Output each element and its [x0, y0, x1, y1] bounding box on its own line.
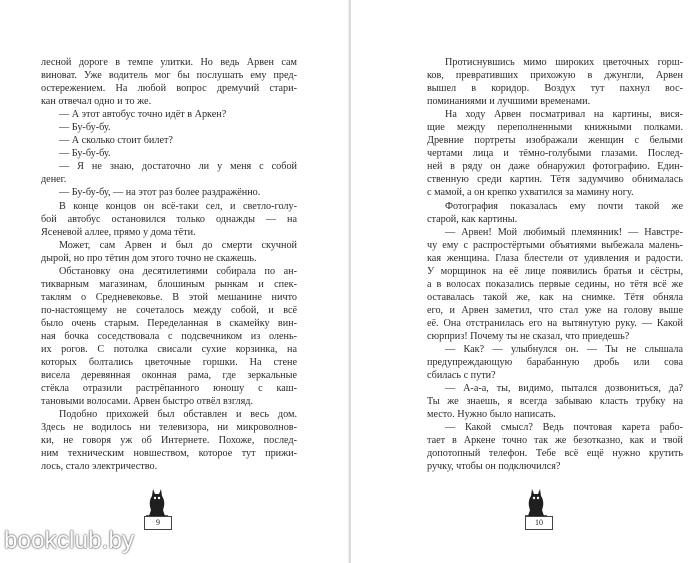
- text-line: чу ему с распростёртыми объятиями выбежала малень-: [427, 239, 683, 251]
- text-line: ручку, чтобы он подключился?: [427, 461, 561, 473]
- text-line: остережением. На любой вопрос дремучий стари-: [41, 83, 297, 95]
- text-line: кан отвечал одно и то же.: [41, 96, 152, 108]
- text-line: У морщинок на её лице появились братья и сёстры,: [427, 265, 683, 277]
- text-line: ки, не говоря уж об Интернете. Похоже, послед-: [41, 435, 297, 447]
- left-page-text: [41, 56, 297, 474]
- text-line: На ходу Арвен посматривал на картины, вися-: [445, 109, 683, 121]
- text-line: щие между переполненными книжными полками.: [427, 122, 683, 134]
- text-line: оставалась такой же, как на снимке. Тётя обняла: [427, 291, 683, 303]
- text-line: а в волосах показались первые седины, но тётя всё же: [427, 278, 683, 290]
- text-line: тикварным магазинам, блошиным рынкам и спек-: [41, 278, 297, 290]
- right-page-text: [427, 56, 683, 474]
- text-line: сюрприз! Почему ты не сказал, что приедешь?: [427, 330, 630, 342]
- text-line: Ты же знаешь, я всегда забываю класть трубку на: [427, 396, 683, 408]
- text-line: тановыми волосами. Арвен быстро отвёл взгляд.: [41, 396, 253, 408]
- text-line: — А-а-а, ты, видимо, пытался дозвониться, да?: [445, 383, 683, 395]
- text-line: Ясеневой аллее, прямо у дома тёти.: [41, 226, 196, 238]
- text-line: лесной дороге в темпе улитки. Но ведь Арвен сам: [41, 57, 297, 68]
- text-line: чертами лица и тёмно-голубыми глазами. Послед-: [427, 148, 683, 160]
- text-line: было очень старым. Переделанная в скамейку вин-: [41, 317, 297, 329]
- text-line: поминаниями и лучшими временами.: [427, 96, 591, 108]
- text-line: висела деревянная оконная рама, где зеркальные: [41, 370, 297, 382]
- right-page: [351, 0, 700, 563]
- left-page: [0, 0, 349, 563]
- text-line: таклям о Средневековье. В этой мешанине ничто: [41, 291, 297, 303]
- text-line: Древние портреты изображали женщин с белыми: [427, 135, 683, 147]
- text-line: виноват. Уже водитель мог бы послушать ему пред-: [41, 70, 297, 82]
- text-line: Протиснувшись мимо широких цветочных горш-: [445, 57, 683, 68]
- text-line: — Какой смысл? Ведь почтовая карета рабо-: [445, 422, 683, 434]
- text-line: ков, превративших прихожую в джунгли, Арвен: [427, 70, 683, 82]
- text-line: по-настоящему не сочеталось между собой, и всё: [41, 304, 297, 316]
- text-line: место. Нужно было написать.: [427, 409, 556, 421]
- text-line: — Бу-бу-бу.: [59, 148, 111, 160]
- text-line: В конце концов он всё-таки сел, и светло-голу-: [59, 200, 297, 212]
- page-number: 10: [525, 516, 553, 530]
- text-line: Подобно прихожей был обставлен и весь дом.: [59, 409, 297, 421]
- text-line: предупреждающую барабанную дробь или сова: [427, 357, 683, 369]
- text-line: Может, сам Арвен и был до смерти скучной: [59, 239, 297, 251]
- text-line: Фотография показалась ему почти такой же: [445, 200, 683, 212]
- text-line: допотопный телефон. Тебе всё ещё нужно крутить: [427, 448, 683, 460]
- text-line: лось, стало электричество.: [41, 461, 158, 473]
- text-line: тает в Аркене точно так же безотказно, как и твой: [427, 435, 683, 447]
- text-line: кая женщина. Глаза блестели от удивления и радости.: [427, 252, 683, 264]
- right-page-folio: [517, 486, 557, 532]
- text-line: их рогов. С потолка свисали сухие корзинкa, на: [41, 344, 297, 356]
- text-line: — Я не знаю, достаточно ли у меня с собой: [59, 161, 297, 173]
- text-line: стёкла отразили растрёпанного юношу с каш-: [41, 383, 297, 395]
- page-number: 9: [144, 516, 172, 530]
- text-line: — А сколько стоит билет?: [59, 135, 173, 147]
- owl-icon: [521, 486, 551, 518]
- text-line: Здесь не водилось ни телевизора, ни микроволнов-: [41, 422, 297, 434]
- text-line: — Как? — улыбнулся он. — Ты не слышала: [445, 344, 683, 356]
- text-line: его, и Арвен заметил, что стал уже на голову выше: [427, 304, 683, 316]
- text-line: — Арвен! Мой любимый племянник! — Навстре-: [445, 226, 683, 238]
- text-line: денег.: [41, 174, 67, 186]
- text-line: Обстановку она десятилетиями собирала по ан-: [59, 265, 297, 277]
- text-line: старой, как картины.: [427, 213, 518, 225]
- text-line: ная бочка соседствовала с подсвечником из олень-: [41, 330, 297, 342]
- text-line: бой автобус остановился только однажды — на: [41, 213, 297, 225]
- watermark: bookclub.by: [4, 527, 135, 554]
- text-line: сбилась с пути?: [427, 370, 496, 382]
- text-line: которых болтались цветочные горшки. На стене: [41, 357, 297, 369]
- left-page-folio: [138, 486, 178, 532]
- text-line: ней в ряду он даже обнаружил фотографию. Един-: [427, 161, 683, 173]
- owl-icon: [142, 486, 172, 518]
- text-line: её. Она отстранилась его на вытянутую руку. — Какой: [427, 317, 683, 329]
- text-line: с мамой, а он крепко ухватился за мамину ногу.: [427, 187, 634, 199]
- text-line: вышел в коридор. Воздух тут пахнул вос-: [427, 83, 683, 95]
- text-line: ним техническим новшеством, которое тут прижи-: [41, 448, 297, 460]
- text-line: ственную среди картин. Тётя задумчиво обнималась: [427, 174, 683, 186]
- text-line: — Бу-бу-бу, — на этот раз более раздражённо.: [59, 187, 261, 199]
- text-line: — Бу-бу-бу.: [59, 122, 111, 134]
- text-line: дырой, но про тётин дом этого точно не скажешь.: [41, 252, 257, 264]
- text-line: — А этот автобус точно идёт в Аркен?: [59, 109, 227, 121]
